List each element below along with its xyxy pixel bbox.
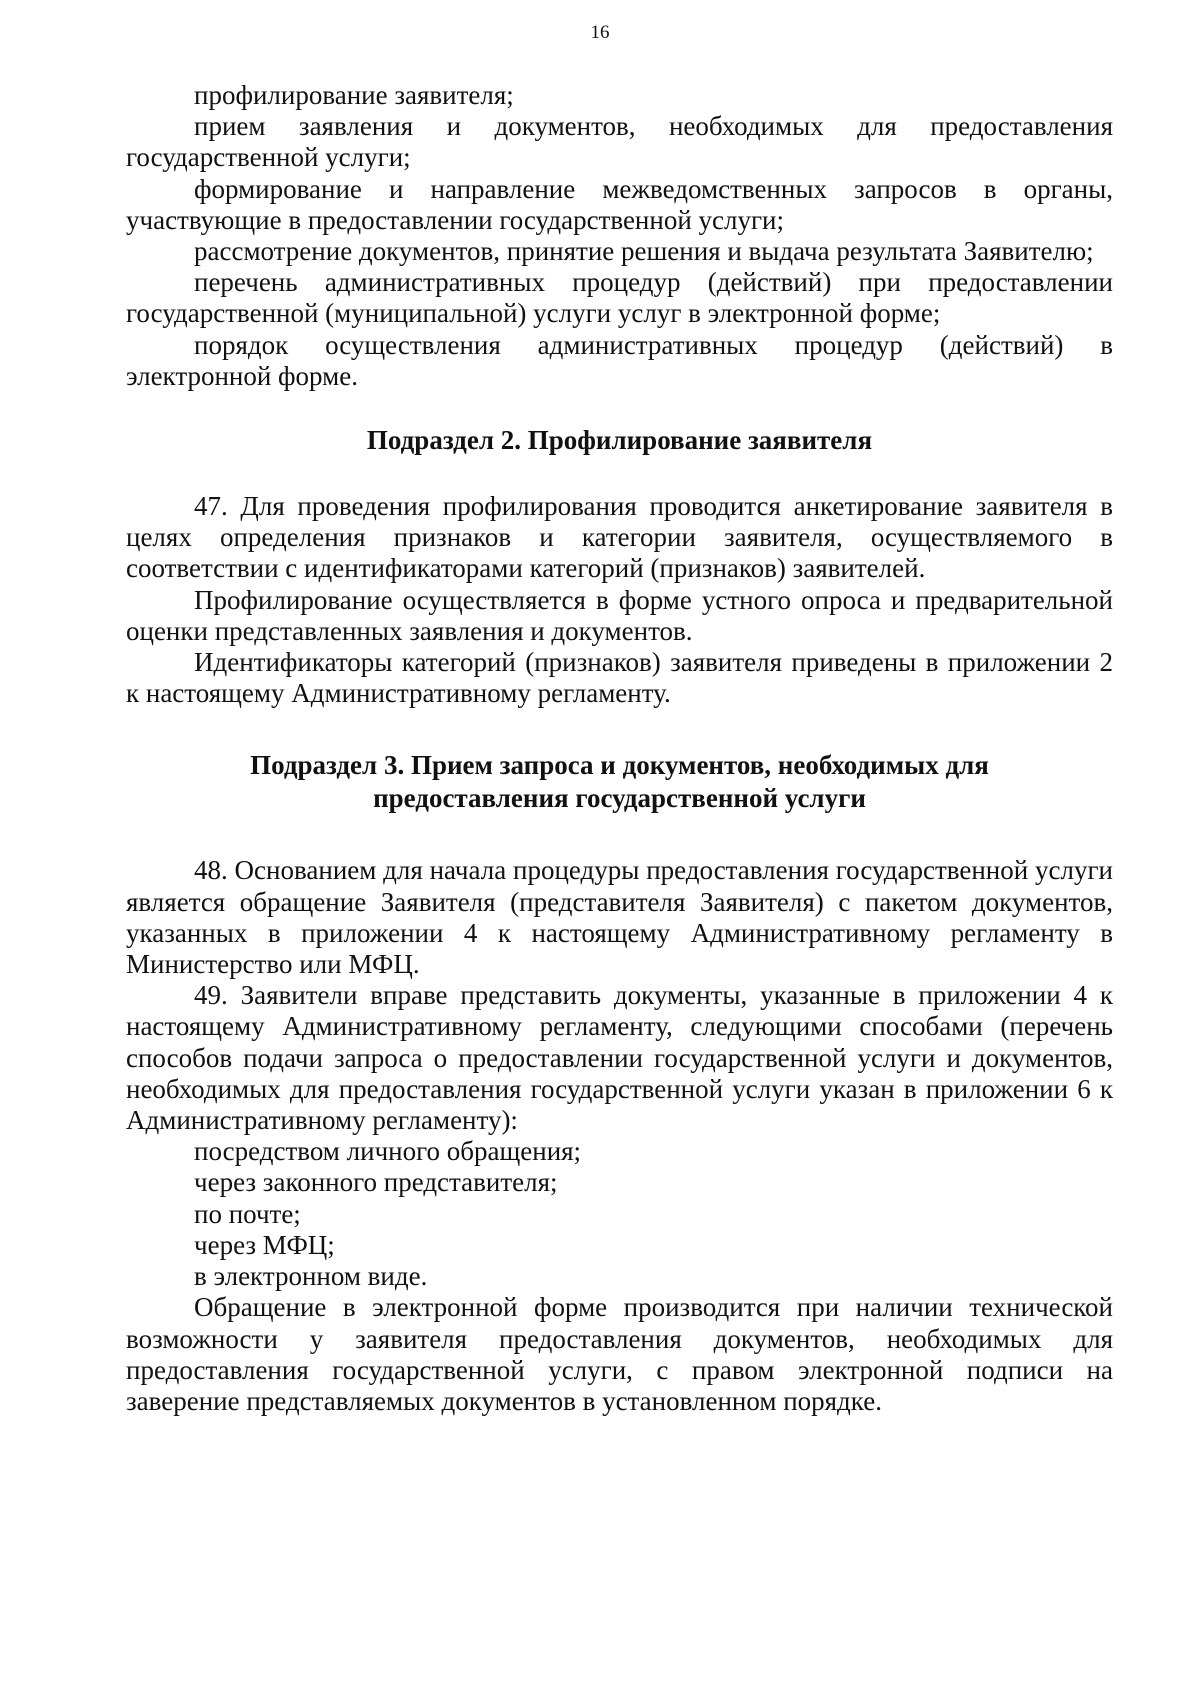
paragraph: Профилирование осуществляется в форме устного опроса и предварительной оценки представленных заявления и документов. xyxy=(126,584,1113,646)
list-item: посредством личного обращения; xyxy=(194,1136,582,1167)
list-item: рассмотрение документов, принятие решения и выдача результата Заявителю; xyxy=(194,236,1094,267)
list-item: в электронном виде. xyxy=(194,1261,428,1292)
list-item: прием заявления и документов, необходимых для предоставления государственной услуги; xyxy=(126,111,1113,173)
page-number: 16 xyxy=(590,22,610,43)
list-item: профилирование заявителя; xyxy=(194,80,514,110)
list-item: перечень административных процедур (действий) при предоставлении государственной (муниципальной) услуги услуг в электронной форме; xyxy=(126,267,1113,329)
paragraph-48: 48. Основанием для начала процедуры предоставления государственной услуги является обращение Заявителя (представителя Заявителя) с пакетом документов, указанных в приложении 4 к настоящему Административному регламенту в Министерство или МФЦ. xyxy=(126,855,1113,980)
section-heading-3-line2: предоставления государственной услуги xyxy=(373,783,866,814)
paragraph: Идентификаторы категорий (признаков) заявителя приведены в приложении 2 к настоящему Административному регламенту. xyxy=(126,647,1113,709)
section-heading-3-line1: Подраздел 3. Прием запроса и документов, необходимых для xyxy=(250,750,989,781)
list-item: через МФЦ; xyxy=(194,1229,335,1260)
list-item: по почте; xyxy=(194,1198,301,1229)
section-heading-2: Подраздел 2. Профилирование заявителя xyxy=(366,425,873,456)
section-heading-3 xyxy=(126,749,1113,815)
list-item: через законного представителя; xyxy=(194,1167,558,1198)
paragraph-47: 47. Для проведения профилирования проводится анкетирование заявителя в целях определения признаков и категории заявителя, осуществляемого в соответствии с идентификаторами категорий (признаков) заявителей. xyxy=(126,491,1113,584)
paragraph-49: 49. Заявители вправе представить документы, указанные в приложении 4 к настоящему Административному регламенту, следующими способами (перечень способов подачи запроса о предоставлении государственной услуги и документов, необходимых для предоставления государственной услуги указан в приложении 6 к Административному регламенту): xyxy=(126,980,1113,1136)
list-item: формирование и направление межведомственных запросов в органы, участвующие в предоставлении государственной услуги; xyxy=(126,173,1113,235)
list-item: порядок осуществления административных процедур (действий) в электронной форме. xyxy=(126,329,1113,391)
page-content xyxy=(126,80,1113,1417)
paragraph: Обращение в электронной форме производится при наличии технической возможности у заявителя предоставления документов, необходимых для предоставления государственной услуги, с правом электронной подписи на заверение представляемых документов в установленном порядке. xyxy=(126,1292,1113,1416)
